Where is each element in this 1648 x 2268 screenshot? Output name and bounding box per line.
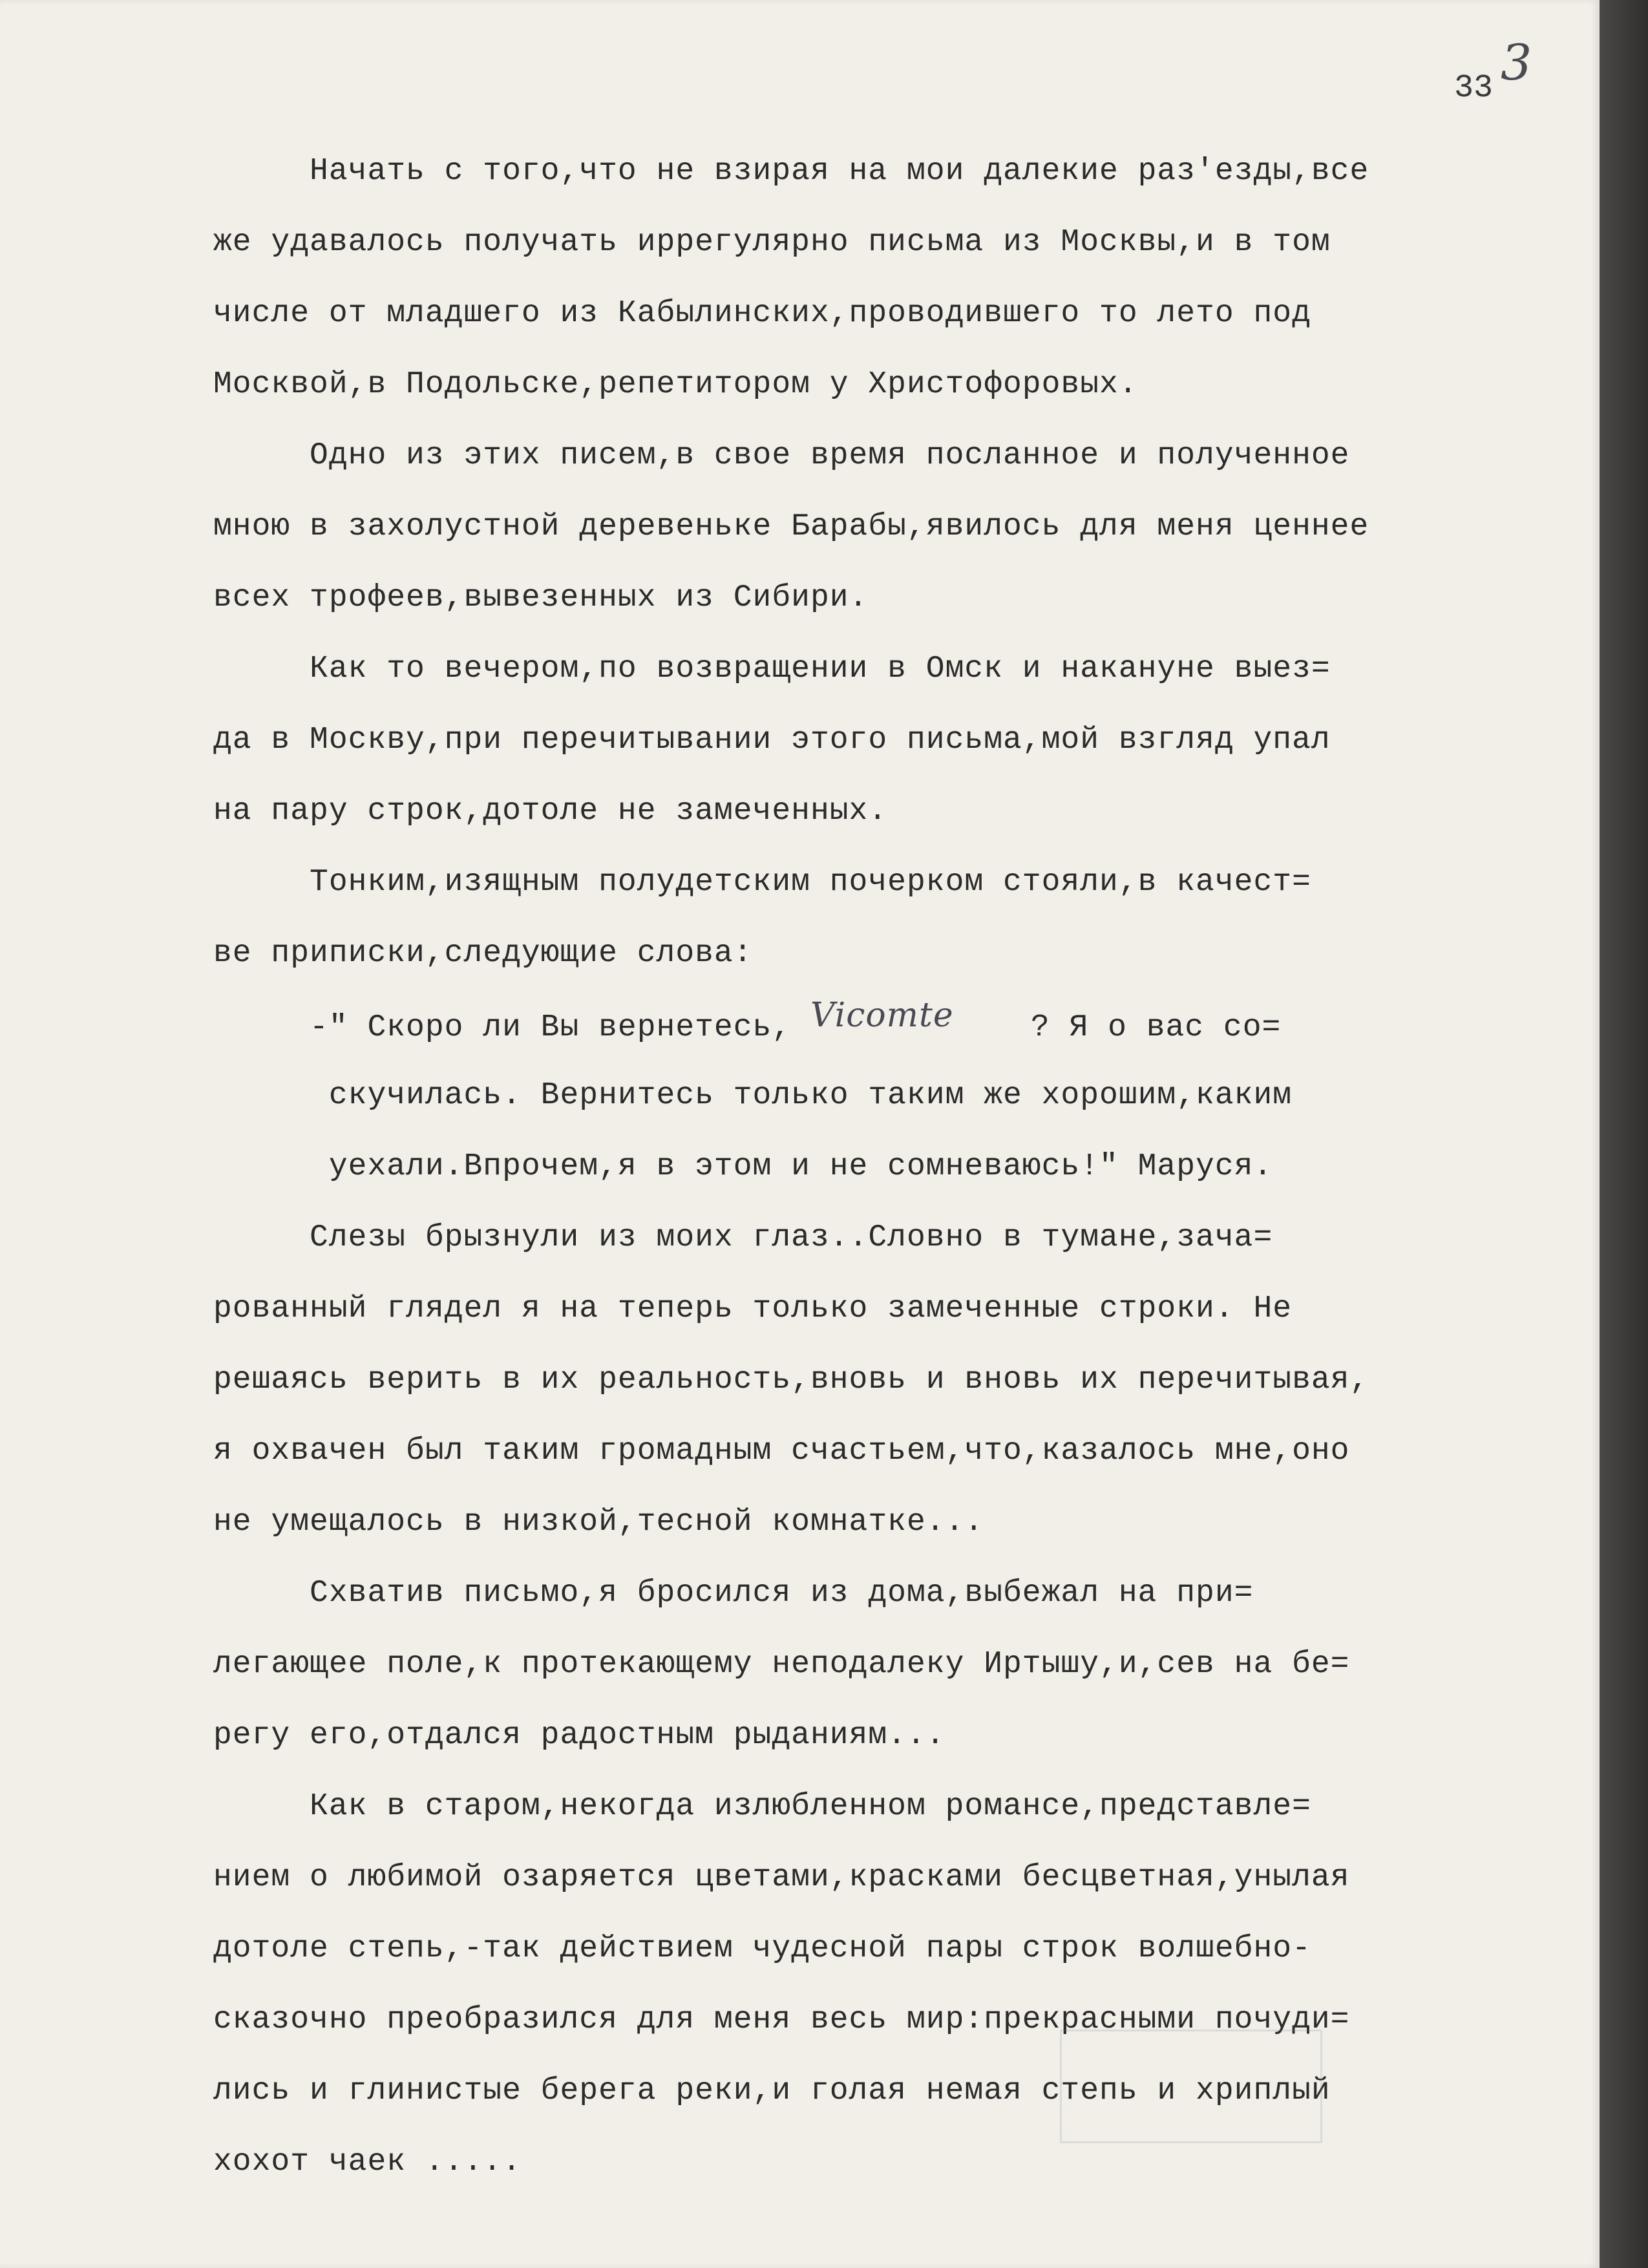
page-number: 33 [1454,70,1494,107]
handwritten-insertion: Vicomte [810,996,954,1035]
text-line: хохот чаек ..... [213,2145,522,2179]
text-line: дотоле степь,-так действием чудесной пары строк волшебно- [213,1931,1311,1966]
text-line: лись и глинистые берега реки,и голая немая степь и хриплый [213,2073,1331,2108]
text-line: легающее поле,к протекающему неподалеку Иртышу,и,сев на бе= [213,1647,1350,1682]
text-line: мною в захолустной деревеньке Барабы,явилось для меня ценнее [213,509,1369,544]
typewritten-text [213,136,1570,2198]
text-line: Слезы брызнули из моих глаз..Словно в тумане,зача= [213,1220,1273,1255]
text-line: Начать с того,что не взирая на мои далекие раз'езды,все [213,154,1369,189]
text-line: ве приписки,следующие слова: [213,936,753,971]
text-line: я охвачен был таким громадным счастьем,что,казалось мне,оно [213,1434,1350,1468]
quote-start: -" Скоро ли Вы вернетесь, [213,1010,810,1045]
scan-background-edge [1600,0,1648,2268]
text-line: Как то вечером,по возвращении в Омск и накануне выез= [213,652,1331,686]
text-line: сказочно преобразился для меня весь мир:прекрасными почуди= [213,2002,1350,2037]
text-line: регу его,отдался радостным рыданиям... [213,1718,945,1753]
text-line: же удавалось получать иррегулярно письма из Москвы,и в том [213,225,1331,260]
handwritten-page-number: 3 [1501,34,1532,91]
text-line: Москвой,в Подольске,репетитором у Христофоровых. [213,367,1138,402]
text-line: Как в старом,некогда излюбленном романсе,представле= [213,1789,1311,1824]
text-line: да в Москву,при перечитывании этого письма,мой взгляд упал [213,723,1331,758]
text-line: уехали.Впрочем,я в этом и не сомневаюсь!" Маруся. [213,1149,1273,1184]
quote-continuation: ? Я о вас со= [953,1010,1282,1045]
text-line: Одно из этих писем,в свое время посланное и полученное [213,438,1350,473]
text-line: рованный глядел я на теперь только замеченные строки. Не [213,1291,1293,1326]
text-line [213,989,1570,1060]
text-line: всех трофеев,вывезенных из Сибири. [213,580,869,615]
text-line: на пару строк,дотоле не замеченных. [213,794,888,829]
text-line: числе от младшего из Кабылинских,проводившего то лето под [213,296,1311,331]
text-line: не умещалось в низкой,тесной комнатке... [213,1505,984,1540]
text-line: скучилась. Вернитесь только таким же хорошим,каким [213,1078,1293,1113]
text-line: решаясь верить в их реальность,вновь и вновь их перечитывая, [213,1362,1369,1397]
text-line: Схватив письмо,я бросился из дома,выбежал на при= [213,1576,1254,1611]
text-line: Тонким,изящным полудетским почерком стояли,в качест= [213,865,1311,900]
text-line: нием о любимой озаряется цветами,красками бесцветная,унылая [213,1860,1350,1895]
faint-stamp-mark [1060,2030,1322,2143]
